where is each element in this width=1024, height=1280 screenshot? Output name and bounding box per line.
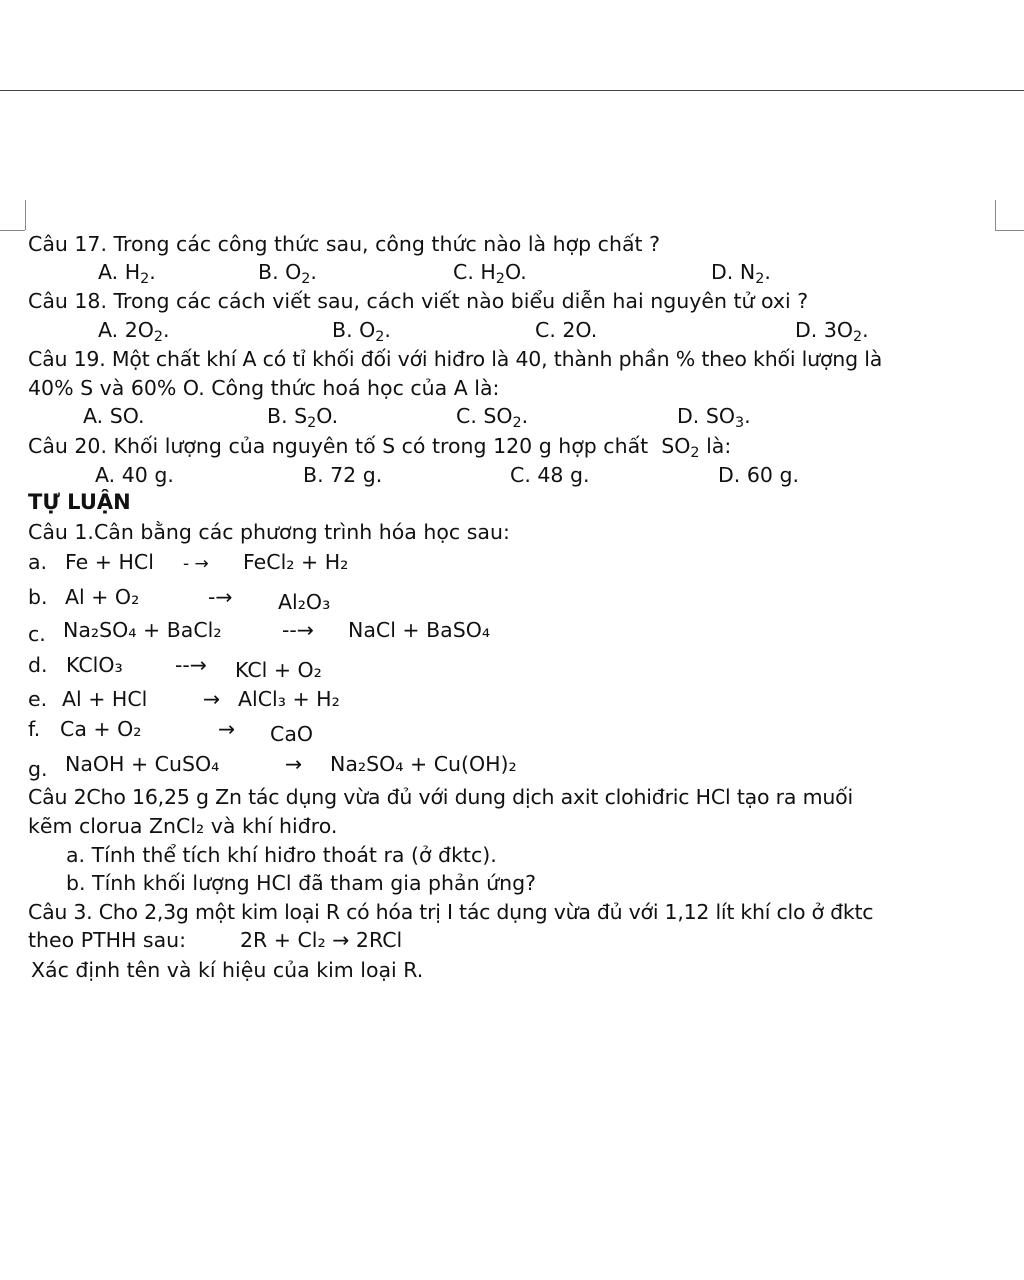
q17-option-d: D. $N_2$.	[711, 260, 771, 288]
question-17-text: Câu 17. Trong các công thức sau, công thức nào là hợp chất ?	[28, 232, 660, 256]
q20-option-c: C. 48 g.	[510, 463, 590, 487]
essay-question-2-line-2: kẽm clorua ZnCl₂ và khí hiđro.	[28, 814, 338, 838]
equation-c-label: c.	[28, 622, 46, 646]
equation-c-arrow: --→	[282, 618, 314, 642]
q18-option-a: A. $2O_2$.	[98, 318, 170, 346]
equation-f-products: CaO	[270, 722, 314, 746]
essay-question-2-part-a: a. Tính thể tích khí hiđro thoát ra (ở đktc).	[66, 843, 497, 867]
essay-heading: TỰ LUẬN	[28, 490, 131, 514]
q20-option-b: B. 72 g.	[303, 463, 383, 487]
equation-e-products: AlCl₃ + H₂	[238, 687, 340, 711]
q20-option-d: D. 60 g.	[718, 463, 799, 487]
equation-g-reactants: NaOH + CuSO₄	[65, 752, 220, 776]
q19-option-d: D. $SO_3$.	[677, 404, 751, 432]
equation-f-reactants: Ca + O₂	[60, 717, 142, 741]
q17-option-b: B. $O_2$.	[258, 260, 317, 288]
equation-c-products: NaCl + BaSO₄	[348, 618, 491, 642]
question-20-text: Câu 20. Khối lượng của nguyên tố S có trong 120 g hợp chất $SO_2$ là:	[28, 434, 732, 462]
q19-option-b: B. $S_2O$.	[267, 404, 339, 432]
q20-option-a: A. 40 g.	[95, 463, 174, 487]
equation-g-arrow: →	[285, 752, 303, 776]
equation-b-reactants: Al + O₂	[65, 585, 140, 609]
equation-a-products: FeCl₂ + H₂	[243, 550, 349, 574]
crop-mark-left-h	[0, 230, 25, 231]
essay-question-3-line-3: Xác định tên và kí hiệu của kim loại R.	[31, 958, 424, 982]
equation-e-reactants: Al + HCl	[62, 687, 148, 711]
equation-a-arrow: - →	[183, 554, 209, 574]
equation-d-label: d.	[28, 653, 48, 677]
essay-question-2-line-1: Câu 2Cho 16,25 g Zn tác dụng vừa đủ với dung dịch axit clohiđric HCl tạo ra muối	[28, 785, 853, 809]
question-18-text: Câu 18. Trong các cách viết sau, cách viết nào biểu diễn hai nguyên tử oxi ?	[28, 289, 809, 313]
essay-question-2-part-b: b. Tính khối lượng HCl đã tham gia phản ứng?	[66, 871, 536, 895]
q17-option-c: C. $H_2O$.	[453, 260, 527, 288]
question-19-line-2: 40% S và 60% O. Công thức hoá học của A là:	[28, 376, 500, 400]
essay-question-1-title: Câu 1.Cân bằng các phương trình hóa học sau:	[28, 520, 510, 544]
q18-option-c: C. 2O.	[535, 318, 598, 342]
equation-d-arrow: --→	[175, 653, 207, 677]
crop-mark-left	[25, 200, 26, 230]
essay-question-3-line-2-label: theo PTHH sau:	[28, 928, 187, 952]
equation-c-reactants: Na₂SO₄ + BaCl₂	[63, 618, 222, 642]
equation-g-products: Na₂SO₄ + Cu(OH)₂	[330, 752, 517, 776]
page-top-rule	[0, 90, 1024, 91]
q18-option-d: D. $3O_2$.	[795, 318, 869, 346]
crop-mark-right-h	[995, 230, 1024, 231]
question-19-line-1: Câu 19. Một chất khí A có tỉ khối đối với hiđro là 40, thành phần % theo khối lượng là	[28, 347, 883, 371]
equation-b-label: b.	[28, 585, 48, 609]
equation-a-label: a.	[28, 550, 48, 574]
q19-option-c: C. $SO_2$.	[456, 404, 529, 432]
equation-e-arrow: →	[203, 687, 221, 711]
equation-b-products: Al₂O₃	[278, 590, 331, 614]
q17-option-a: A. $H_2$.	[98, 260, 156, 288]
q19-option-a: A. SO.	[83, 404, 145, 428]
equation-e-label: e.	[28, 687, 48, 711]
equation-f-arrow: →	[218, 717, 236, 741]
essay-question-3-equation: 2R + Cl₂ → 2RCl	[240, 928, 403, 952]
crop-mark-right	[995, 200, 996, 230]
equation-a-reactants: Fe + HCl	[65, 550, 154, 574]
equation-b-arrow: -→	[208, 585, 233, 609]
equation-d-reactants: KClO₃	[66, 653, 123, 677]
equation-g-label: g.	[28, 757, 48, 781]
q18-option-b: B. $O_2$.	[332, 318, 391, 346]
essay-question-3-line-1: Câu 3. Cho 2,3g một kim loại R có hóa trị I tác dụng vừa đủ với 1,12 lít khí clo ở đktc	[28, 900, 874, 924]
equation-f-label: f.	[28, 717, 41, 741]
equation-d-products: KCl + O₂	[235, 658, 322, 682]
